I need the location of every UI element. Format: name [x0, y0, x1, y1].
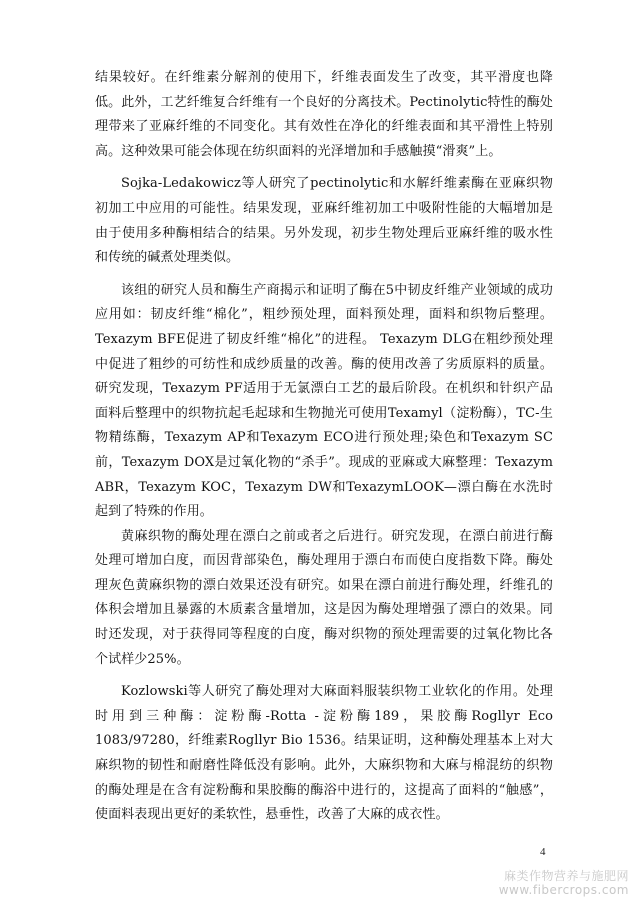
paragraph-5: Kozlowski等人研究了酶处理对大麻面料服装织物工业软化的作用。处理时用到三种酶：淀粉酶-Rotta -淀粉酶189，果胶酶Rogllyr Eco 1083/97280，纤维素Rogllyr Bio 1536。结果证明，这种酶处理基本上对大麻织物的韧性和耐磨性降低没有影响。此外，大麻织物和大麻与棉混纺的织物的酶处理是在含有淀粉酶和果胶酶的酶浴中进行的，这提高了面料的“触感”，使面料表现出更好的柔软性，悬垂性，改善了大麻的成衣性。 [95, 684, 553, 823]
paragraph-3: 该组的研究人员和酶生产商揭示和证明了酶在5中韧皮纤维产业领域的成功应用如：韧皮纤维“棉化”，粗纱预处理，面料预处理，面料和织物后整理。Texazym BFE促进了韧皮纤维“棉化”的进程。 Texazym DLG在粗纱预处理中促进了粗纱的可纺性和成纱质量的改善。酶的使用改善了劣质原料的质量。研究发现，Texazym PF适用于无氯漂白工艺的最后阶段。在机织和针织产品面料后整理中的织物抗起毛起球和生物抛光可使用Texamyl（淀粉酶），TC-生物精练酶，Texazym AP和Texazym ECO进行预处理;染色和Texazym SC前，Texazym DOX是过氧化物的“杀手”。现成的亚麻或大麻整理：Texazym ABR，Texazym KOC，Texazym DW和TexazymLOOK—漂白酶在水洗时起到了特殊的作用。 [95, 282, 553, 520]
body-text [95, 66, 553, 828]
paragraph-1: 结果较好。在纤维素分解剂的使用下，纤维表面发生了改变，其平滑度也降低。此外，工艺纤维复合纤维有一个良好的分离技术。Pectinolytic特性的酶处理带来了亚麻纤维的不同变化。其有效性在净化的纤维表面和其平滑性上特别高。这种效果可能会体现在纺织面料的光泽增加和手感触摸“滑爽”上。 [95, 70, 553, 159]
paragraph-4: 黄麻织物的酶处理在漂白之前或者之后进行。研究发现，在漂白前进行酶处理可增加白度，而因背部染色，酶处理用于漂白布而使白度指数下降。酶处理灰色黄麻织物的漂白效果还没有研究。如果在漂白前进行酶处理，纤维孔的体积会增加且暴露的木质素含量增加，这是因为酶处理增强了漂白的效果。同时还发现，对于获得同等程度的白度，酶对织物的预处理需要的过氧化物比各个试样少25%。 [95, 528, 553, 667]
watermark-url: www.fibercrops.com [498, 883, 629, 897]
watermark-site-name: 麻类作物营养与施肥网 [503, 869, 629, 883]
page-number: 4 [540, 846, 546, 858]
paragraph-2: Sojka-Ledakowicz等人研究了pectinolytic和水解纤维素酶在亚麻织物初加工中应用的可能性。结果发现，亚麻纤维初加工中吸附性能的大幅增加是由于使用多种酶相结合的结果。另外发现，初步生物处理后亚麻纤维的吸水性和传统的碱煮处理类似。 [95, 176, 553, 266]
watermark [499, 869, 629, 897]
